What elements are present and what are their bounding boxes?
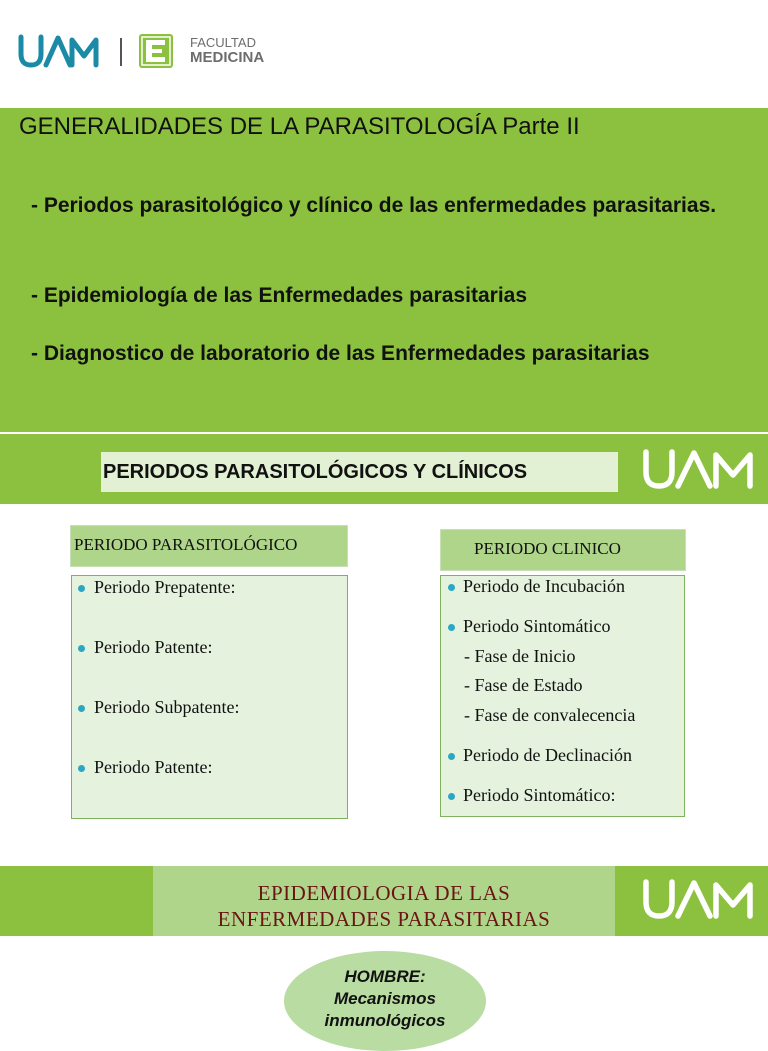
slide1-background [0, 108, 768, 432]
list-item: Periodo Sintomático: [463, 785, 616, 805]
sub-item: - Fase de convalecencia [464, 705, 636, 725]
slide3-title-line2: ENFERMEDADES PARASITARIAS [217, 907, 551, 931]
facultad-label: FACULTAD [190, 35, 256, 50]
uam-white-logo [640, 448, 758, 490]
uam-white-logo [640, 878, 758, 920]
list-item: Periodo de Declinación [463, 745, 632, 765]
slide3-title [153, 880, 615, 932]
slide1-title: GENERALIDADES DE LA PARASITOLOGÍA Parte II [19, 113, 580, 140]
list-item: Periodo Sintomático [463, 616, 611, 636]
facultad-medicina-icon [138, 33, 174, 69]
ellipse-line: inmunológicos [324, 1011, 446, 1030]
bullet-icon [448, 753, 455, 760]
bullet-icon [448, 624, 455, 631]
slide1-item-epidemiologia: - Epidemiología de las Enfermedades parasitarias [31, 284, 528, 307]
ellipse-line: HOMBRE: [344, 967, 426, 986]
medicina-label: MEDICINA [190, 49, 265, 66]
list-item: Periodo Prepatente: [94, 577, 236, 597]
ellipse-line: Mecanismos [333, 989, 437, 1008]
slide3-title-line1: EPIDEMIOLOGIA DE LAS [257, 881, 511, 905]
periodo-clinico-list [440, 575, 685, 817]
sub-item: - Fase de Estado [464, 675, 583, 695]
periodo-parasitologico-title: PERIODO PARASITOLÓGICO [74, 535, 298, 554]
bullet-icon [78, 585, 85, 592]
list-item: Periodo de Incubación [463, 576, 625, 596]
logo-separator [120, 38, 122, 66]
bullet-icon [78, 765, 85, 772]
slide1-item-diagnostico: - Diagnostico de laboratorio de las Enfermedades parasitarias [31, 342, 650, 365]
bullet-icon [448, 584, 455, 591]
bullet-icon [78, 705, 85, 712]
hombre-ellipse-text [284, 966, 486, 1032]
periodo-clinico-title: PERIODO CLINICO [474, 539, 621, 558]
uam-logo [18, 34, 104, 68]
bullet-icon [448, 793, 455, 800]
slide1-item-periodos: - Periodos parasitológico y clínico de las enfermedades parasitarias. [31, 194, 717, 217]
list-item: Periodo Subpatente: [94, 697, 240, 717]
sub-item: - Fase de Inicio [464, 646, 576, 666]
slide2-title: PERIODOS PARASITOLÓGICOS Y CLÍNICOS [103, 461, 528, 483]
list-item: Periodo Patente: [94, 637, 213, 657]
bullet-icon [78, 645, 85, 652]
list-item: Periodo Patente: [94, 757, 213, 777]
